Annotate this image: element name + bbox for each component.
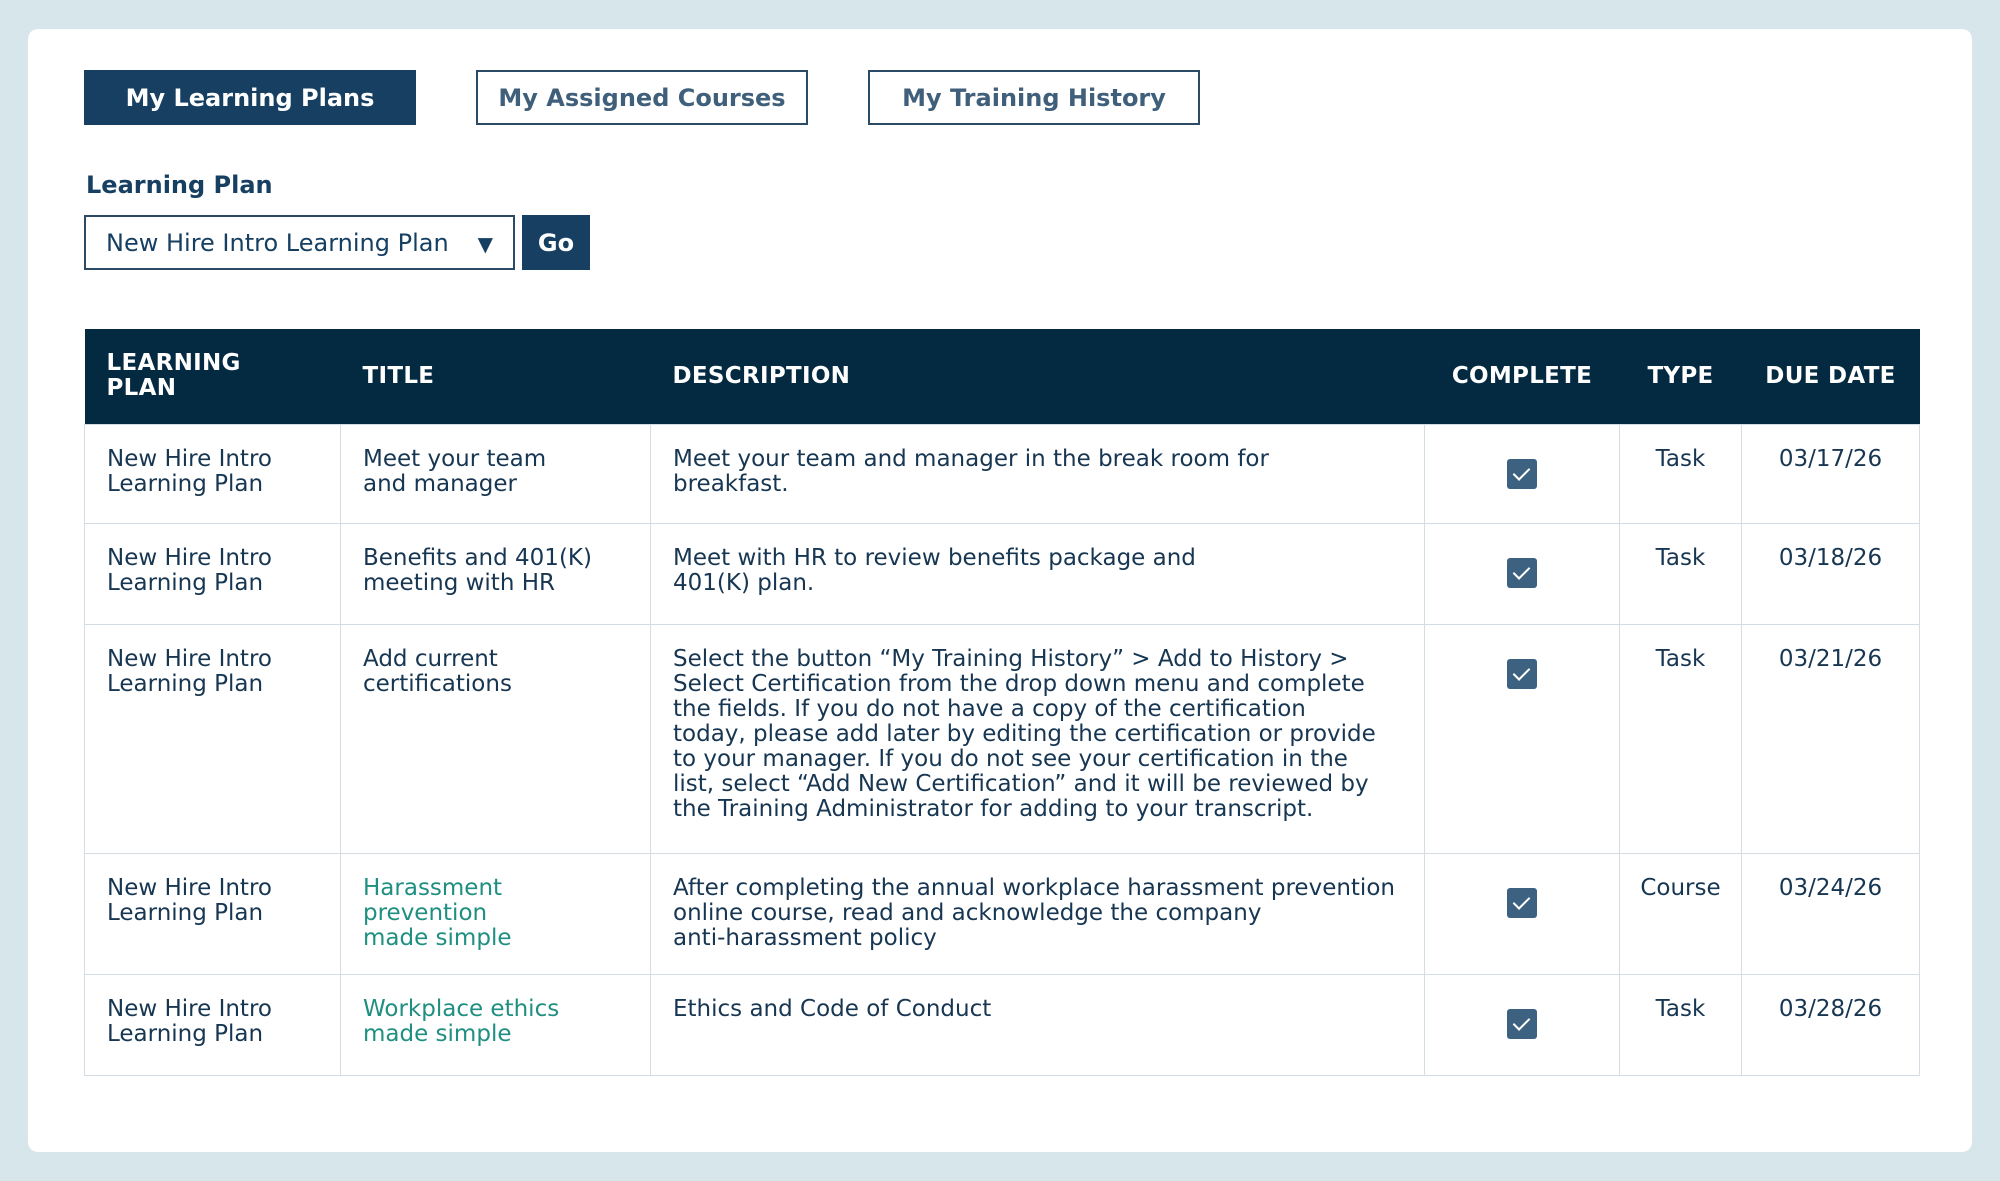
header-complete: COMPLETE bbox=[1451, 362, 1593, 389]
cell-due-date: 03/18/26 bbox=[1742, 523, 1920, 624]
table-row bbox=[85, 974, 1920, 1075]
learning-plan-label: Learning Plan bbox=[86, 171, 273, 199]
cell-plan: New Hire Intro Learning Plan bbox=[85, 624, 341, 853]
tab-my-learning-plans[interactable]: My Learning Plans bbox=[84, 70, 416, 125]
cell-title: Benefits and 401(K) meeting with HR bbox=[341, 523, 651, 624]
cell-plan: New Hire Intro Learning Plan bbox=[85, 853, 341, 974]
cell-description: Meet with HR to review benefits package and 401(K) plan. bbox=[651, 523, 1425, 624]
cell-title: Add current certifications bbox=[341, 624, 651, 853]
table-row bbox=[85, 523, 1920, 624]
table-row bbox=[85, 424, 1920, 523]
learning-plan-table bbox=[84, 329, 1920, 1076]
cell-description: Select the button “My Training History” > Add to History > Select Certification from the drop down menu and complete the fields. If you do not have a copy of the certification today, please add later by editing the certification or provide to your manager. If you do not see your certification in the list, select “Add New Certification” and it will be reviewed by the Training Administrator for adding to your transcript. bbox=[651, 624, 1425, 853]
cell-description: After completing the annual workplace harassment prevention online course, read and acknowledge the company anti-harassment policy bbox=[651, 853, 1425, 974]
table-header-row bbox=[85, 329, 1920, 424]
header-due-date: DUE DATE bbox=[1765, 362, 1896, 389]
cell-due-date: 03/17/26 bbox=[1742, 424, 1920, 523]
learning-plan-select[interactable] bbox=[84, 215, 515, 270]
checkbox-checked-icon[interactable] bbox=[1507, 888, 1537, 918]
cell-complete bbox=[1425, 523, 1620, 624]
cell-type: Task bbox=[1620, 523, 1742, 624]
cell-plan: New Hire Intro Learning Plan bbox=[85, 523, 341, 624]
course-link-ethics[interactable]: Workplace ethics made simple bbox=[363, 995, 560, 1047]
checkbox-checked-icon[interactable] bbox=[1507, 459, 1537, 489]
checkbox-checked-icon[interactable] bbox=[1507, 558, 1537, 588]
table-row bbox=[85, 853, 1920, 974]
cell-plan: New Hire Intro Learning Plan bbox=[85, 424, 341, 523]
tab-my-training-history[interactable]: My Training History bbox=[868, 70, 1200, 125]
header-learning-plan: LEARNING PLAN bbox=[106, 350, 241, 402]
cell-due-date: 03/24/26 bbox=[1742, 853, 1920, 974]
table-row bbox=[85, 624, 1920, 853]
tab-my-assigned-courses[interactable]: My Assigned Courses bbox=[476, 70, 808, 125]
cell-complete bbox=[1425, 974, 1620, 1075]
cell-due-date: 03/28/26 bbox=[1742, 974, 1920, 1075]
cell-type: Task bbox=[1620, 624, 1742, 853]
cell-title bbox=[341, 974, 651, 1075]
header-type: TYPE bbox=[1647, 362, 1714, 389]
cell-type: Course bbox=[1620, 853, 1742, 974]
cell-plan: New Hire Intro Learning Plan bbox=[85, 974, 341, 1075]
cell-complete bbox=[1425, 424, 1620, 523]
cell-type: Task bbox=[1620, 974, 1742, 1075]
cell-description: Meet your team and manager in the break room for breakfast. bbox=[651, 424, 1425, 523]
course-link-harassment[interactable]: Harassment prevention made simple bbox=[363, 874, 512, 951]
cell-complete bbox=[1425, 853, 1620, 974]
cell-title: Meet your team and manager bbox=[341, 424, 651, 523]
cell-complete bbox=[1425, 624, 1620, 853]
cell-description: Ethics and Code of Conduct bbox=[651, 974, 1425, 1075]
checkbox-checked-icon[interactable] bbox=[1507, 1009, 1537, 1039]
learning-plan-selected-value: New Hire Intro Learning Plan bbox=[106, 228, 449, 257]
go-button[interactable]: Go bbox=[522, 215, 590, 270]
cell-type: Task bbox=[1620, 424, 1742, 523]
chevron-down-icon: ▼ bbox=[477, 232, 493, 256]
cell-title bbox=[341, 853, 651, 974]
checkbox-checked-icon[interactable] bbox=[1507, 659, 1537, 689]
header-description: DESCRIPTION bbox=[672, 362, 851, 389]
header-title: TITLE bbox=[362, 362, 435, 389]
cell-due-date: 03/21/26 bbox=[1742, 624, 1920, 853]
